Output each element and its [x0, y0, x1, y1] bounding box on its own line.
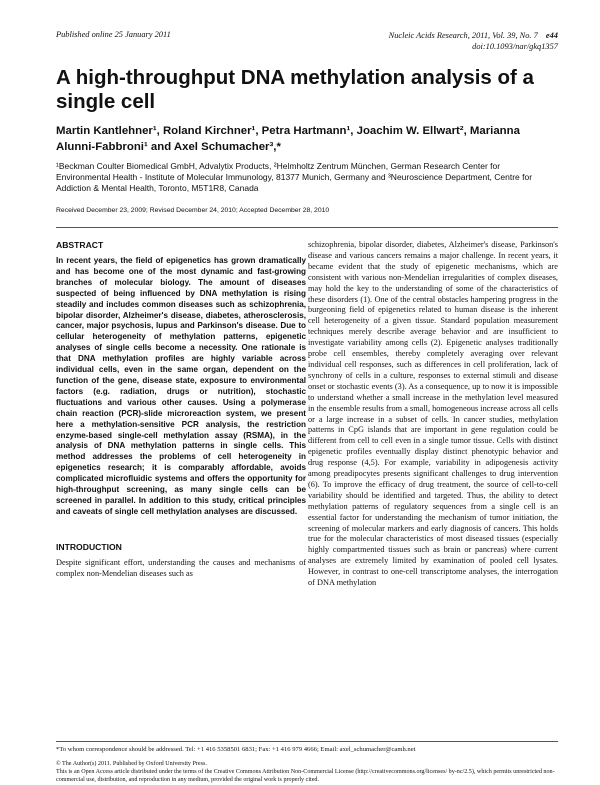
footnote-divider — [56, 741, 558, 742]
affiliations: ¹Beckman Coulter Biomedical GmbH, Advalytix Products, ²Helmholtz Zentrum München, German Research Center for Environmental Health - Institute of Molecular Immunology, 81377 Munich, Germany and ³Neuroscience Department, Centre for Addiction & Mental Health, Toronto, M5T1R8, Canada — [56, 161, 533, 194]
article-id: e44 — [545, 31, 558, 40]
left-column — [56, 240, 306, 580]
correspondence-note: *To whom correspondence should be addressed. Tel: +1 416 5358501 6831; Fax: +1 416 979 4666; Email: axel_schumacher@camh.net — [56, 746, 416, 753]
introduction-text-left: Despite significant effort, understanding the causes and mechanisms of complex non-Mendelian diseases such as — [56, 557, 306, 578]
introduction-text-right: schizophrenia, bipolar disorder, diabetes, Alzheimer's disease, Parkinson's disease and various cancers remains a major challenge. In recent years, it became evident that the study of epigenetic mechanisms, which are consistent with various non-Mendelian irregularities of complex diseases, may hold the key to the understanding of some of the characteristics of these disorders (1). One of the central obstacles hampering progress in the burgeoning field of epigenetics related to human disease is the inherent cell heterogeneity of a given tissue. Standard population measurement techniques merely describe average behavior and are insufficient to investigate variability among cells (2). Epigenetic analyses traditionally probe cell ensembles, thereby completely averaging over relevant individual cell responses, such as differences in cell proliferation, lack of synchrony of cells in a culture, responses to external stimuli and disease onset or stochastic events (3). As a consequence, up to now it is impossible to understand whether a small increase in the methylation level measured in the ensemble results from a small, homogeneous increase across all cells or a large increase in a subset of cells. In cancer studies, methylation patterns in CpG islands that are important in gene regulation could be different from cell to cell even in a single tumor tissue. Cells with distinct epigenetic profiles eventually display distinct phenotypic behavior and drug response (4,5). For example, variability in adipogenesis activity among preadipocytes presents significant challenges to drug intervention (6). To improve the efficacy of drug treatment, the source of cell-to-cell variability should be identified and targeted. Thus, the ability to detect methylation patterns of regulatory sequences from a single cell is an essential factor for understanding the mechanism of tumor initiation, the screening of molecular markers and early diagnosis of cancers. This holds true for the molecular characteristics of most diseased tissues (especially highly compartmented tissues such as brain or pancreas) where current analyses are extremely limited by examination of pooled cell lysates. However, in contrast to one-cell transcriptome analyses, the interrogation of DNA methylation — [308, 240, 558, 588]
license-footer — [56, 760, 558, 785]
right-column — [308, 240, 558, 589]
copyright-line: © The Author(s) 2011. Published by Oxford University Press. — [56, 761, 207, 767]
journal-citation: Nucleic Acids Research, 2011, Vol. 39, No. 7 — [388, 31, 538, 40]
abstract-heading: ABSTRACT — [56, 240, 104, 250]
introduction-heading: INTRODUCTION — [56, 541, 122, 552]
submission-dates: Received December 23, 2009; Revised December 24, 2010; Accepted December 28, 2010 — [56, 207, 330, 214]
abstract-text: In recent years, the field of epigenetics has grown dramatically and has become one of the most dynamic and fast-growing branches of molecular biology. The amount of diseases suspected of being influenced by DNA methylation is rising steadily and includes common diseases such as schizophrenia, bipolar disorder, Alzheimer's disease, diabetes, atherosclerosis, cancer, major psychosis, lupus and Parkinson's disease. Due to cellular heterogeneity of methylation patterns, epigenetic analyses of single cells become a necessity. One rationale is that DNA methylation profiles are highly variable across individual cells, even in the same organ, dependent on the function of the gene, disease state, exposure to environmental factors (e.g. radiation, drugs or nutrition), stochastic fluctuations and various other causes. Using a polymerase chain reaction (PCR)-slide microreaction system, we present here a methylation-sensitive PCR analysis, the restriction enzyme-based single-cell methylation assay (RSMA), in the analysis of DNA methylation patterns in single cells. This method addresses the problems of cell heterogeneity in epigenetics research; it is comparably affordable, avoids complicated microfluidic systems and offers the opportunity for high-throughput screening, as many single cells can be screened in parallel. In addition to this study, critical principles and caveats of single cell methylation analyses are discussed. — [56, 256, 306, 516]
header-divider — [56, 227, 558, 228]
author-list: Martin Kantlehner¹, Roland Kirchner¹, Petra Hartmann¹, Joachim W. Ellwart², Marianna Alunni-Fabbroni¹ and Axel Schumacher³,* — [56, 125, 520, 153]
article-title: A high-throughput DNA methylation analysis of a single cell — [56, 66, 534, 113]
journal-header — [389, 30, 558, 52]
license-text: This is an Open Access article distributed under the terms of the Creative Commons Attribution Non-Commercial License (http://creativecommons.org/licenses/ by-nc/2.5), which permits unrestricted non-commercial use, distribution, and reproduction in any medium, provided the original work is properly cited. — [56, 769, 555, 784]
doi: doi:10.1093/nar/gkq1357 — [472, 42, 558, 51]
published-date: Published online 25 January 2011 — [56, 30, 171, 39]
